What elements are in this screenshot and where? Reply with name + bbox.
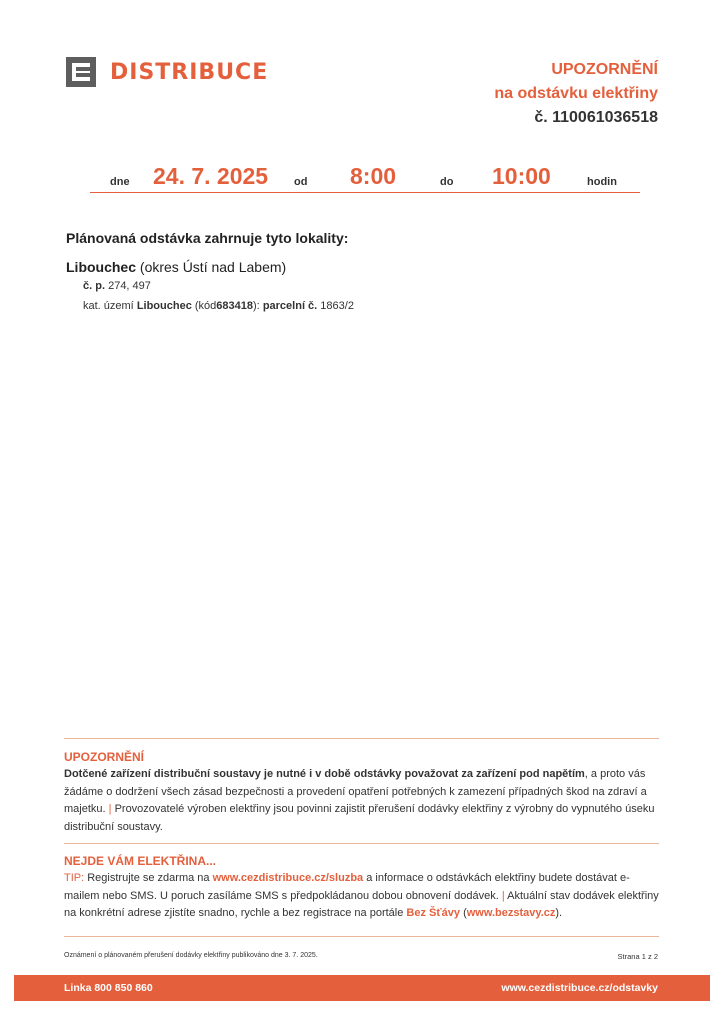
- footer-band: [14, 975, 710, 1001]
- publication-note: Oznámení o plánovaném přerušení dodávky elektřiny publikováno dne 3. 7. 2025.: [64, 952, 318, 959]
- notice-number: č. 110061036518: [534, 109, 658, 126]
- outage-to-time: 10:00: [492, 163, 551, 189]
- paren: (: [463, 907, 467, 919]
- warning-text-1: , a proto vás žádáme o dodržení všech zásad bezpečnosti a provedení opatření potřebných k zamezení případných škod na zdraví a majetku.: [64, 768, 647, 815]
- divider: [64, 936, 659, 937]
- outage-website-link[interactable]: www.cezdistribuce.cz/odstavky: [501, 982, 658, 994]
- service-link[interactable]: www.cezdistribuce.cz/sluzba: [212, 872, 364, 884]
- kod-value: 683418: [216, 300, 254, 312]
- notice-title: UPOZORNĚNÍ: [551, 61, 658, 78]
- warning-bold-text: Dotčené zařízení distribuční soustavy je nutné i v době odstávky považovat za zařízení pod napětím: [64, 768, 585, 780]
- portal-name: Bez Šťávy: [406, 907, 460, 919]
- parcel-label: parcelní č.: [262, 300, 318, 312]
- location-cadastre: [83, 300, 354, 312]
- tip-label: TIP:: [64, 872, 85, 884]
- outage-dateline: [90, 160, 640, 193]
- logo-text: DISTRIBUCE: [110, 59, 269, 85]
- paren: ).: [555, 907, 563, 919]
- tip-text-2: a informace o odstávkách elektřiny budete dostávat e-mailem nebo SMS. U poruch zasíláme SMS s předpokládanou dobou obnovení dodávek.: [64, 872, 630, 902]
- company-logo: [66, 57, 268, 87]
- kat-name: Libouchec: [136, 300, 192, 312]
- tip-text: [64, 870, 664, 923]
- page-number: Strana 1 z 2: [617, 952, 658, 961]
- cez-logo-icon: [66, 57, 96, 87]
- warning-text-2: Provozovatelé výroben elektřiny jsou povinni zajistit přerušení dodávky elektřiny z výrobny do vypnutého úseku distribuční soustavy.: [64, 803, 655, 833]
- notice-subtitle: na odstávku elektřiny: [494, 85, 658, 102]
- location-house-numbers: [83, 280, 151, 292]
- outage-date: 24. 7. 2025: [153, 163, 269, 189]
- divider: [64, 843, 659, 844]
- divider: [64, 738, 659, 739]
- from-label: od: [294, 176, 308, 188]
- date-label: dne: [110, 176, 130, 188]
- warning-title: UPOZORNĚNÍ: [64, 750, 145, 764]
- bezstavy-link[interactable]: www.bezstavy.cz: [466, 907, 556, 919]
- unit-label: hodin: [587, 176, 617, 188]
- tip-text-3: Aktuální stav dodávek elektřiny na konkrétní adrese zjistíte snadno, rychle a bez registrace na portále: [64, 889, 659, 919]
- separator: |: [108, 803, 112, 815]
- separator: |: [501, 889, 505, 902]
- kod-close: ):: [253, 300, 260, 312]
- location-town: [66, 259, 286, 275]
- parcel-value: 1863/2: [320, 300, 354, 312]
- kat-label: kat. území: [83, 300, 134, 312]
- warning-text: [64, 766, 664, 836]
- to-label: do: [440, 176, 454, 188]
- locations-title: Plánovaná odstávka zahrnuje tyto lokality:: [66, 230, 349, 246]
- cp-label: č. p.: [83, 280, 106, 292]
- tip-text-1: Registrujte se zdarma na: [87, 872, 210, 884]
- tip-title: NEJDE VÁM ELEKTŘINA...: [64, 854, 217, 868]
- district-name: (okres Ústí nad Labem): [139, 259, 287, 275]
- kod-label: (kód: [194, 300, 217, 312]
- cp-values: 274, 497: [108, 280, 151, 292]
- hotline: Linka 800 850 860: [64, 982, 153, 994]
- town-name: Libouchec: [66, 259, 137, 275]
- outage-from-time: 8:00: [350, 163, 397, 189]
- notice-heading: [494, 58, 658, 130]
